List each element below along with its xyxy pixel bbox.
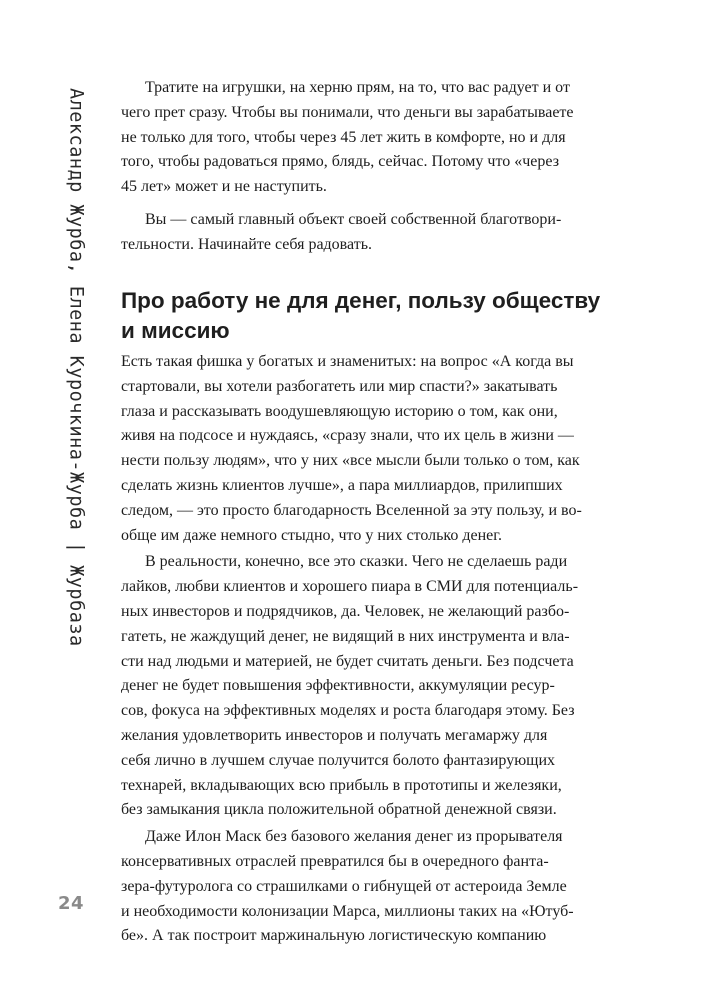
text-line: того, чтобы радоваться прямо, блядь, сейчас. Потому что «через xyxy=(121,153,560,171)
text-line: живя на подсосе и нуждаясь, «сразу знали, что их цель в жизни — xyxy=(121,427,574,445)
paragraph-4 xyxy=(121,550,601,823)
text-line: В реальности, конечно, все это сказки. Чего не сделаешь ради xyxy=(145,553,568,571)
text-line: себя лично в лучшем случае получится болото фантазирующих xyxy=(121,751,556,769)
paragraph-3 xyxy=(121,350,601,548)
text-line: не только для того, чтобы через 45 лет жить в комфорте, но и для xyxy=(121,128,566,146)
text-line: нести пользу людям», что у них «все мысли были только о том, как xyxy=(121,452,580,470)
paragraph-1 xyxy=(121,76,601,200)
text-line: сти над людьми и материей, не будет считать деньги. Без подсчета xyxy=(121,652,574,670)
running-head xyxy=(61,62,91,672)
text-line: гатеть, не жаждущий денег, не видящий в них инструмента и вла- xyxy=(121,627,570,645)
section-heading xyxy=(121,286,601,346)
main-text-block xyxy=(121,350,601,949)
text-line: желания удовлетворить инвесторов и получать мегамаржу для xyxy=(121,726,548,744)
page-number: 24 xyxy=(58,893,85,914)
text-line: зера-футуролога со страшилками о гибнущей от астероида Земле xyxy=(121,877,567,895)
text-line: тельности. Начинайте себя радовать. xyxy=(121,235,372,253)
text-line: Вы — самый главный объект своей собственной благотвори- xyxy=(145,210,562,228)
text-line: глаза и рассказывать воодушевляющую историю о том, как они, xyxy=(121,402,558,420)
running-head-text: Александр Журба, Елена Курочкина-Журба | Журбаза xyxy=(65,87,87,647)
section-heading-block xyxy=(121,286,601,346)
paragraph-5 xyxy=(121,825,601,949)
text-line: бе». А так построит маржинальную логистическую компанию xyxy=(121,927,547,945)
text-line: лайков, любви клиентов и хорошего пиара в СМИ для потенциаль- xyxy=(121,578,579,596)
text-line: следом, — это просто благодарность Вселенной за эту пользу, и во- xyxy=(121,501,582,519)
heading-line: и миссию xyxy=(121,318,230,343)
text-line: 45 лет» может и не наступить. xyxy=(121,178,327,196)
text-line: без замыкания цикла положительной обратной денежной связи. xyxy=(121,801,557,819)
paragraph-2 xyxy=(121,208,601,258)
text-line: и необходимости колонизации Марса, миллионы таких на «Ютуб- xyxy=(121,902,574,920)
text-line: сделать жизнь клиентов лучше», а пара миллиардов, прилипших xyxy=(121,476,563,494)
heading-line: Про работу не для денег, пользу обществу xyxy=(121,288,601,313)
text-line: стартовали, вы хотели разбогатеть или мир спасти?» закатывать xyxy=(121,377,558,395)
text-line: Даже Илон Маск без базового желания денег из прорывателя xyxy=(145,828,563,846)
text-line: обще им даже немного стыдно, что у них столько денег. xyxy=(121,526,503,544)
text-line: Тратите на игрушки, на херню прям, на то, что вас радует и от xyxy=(145,79,570,96)
text-line: консервативных отраслей превратился бы в очередного фанта- xyxy=(121,852,549,870)
text-line: Есть такая фишка у богатых и знаменитых: на вопрос «А когда вы xyxy=(121,353,574,370)
top-text-block xyxy=(121,76,601,258)
text-line: сов, фокуса на эффективных моделях и роста благодаря этому. Без xyxy=(121,702,575,720)
text-line: технарей, вкладывающих всю прибыль в прототипы и железяки, xyxy=(121,776,562,794)
text-line: денег не будет повышения эффективности, аккумуляции ресур- xyxy=(121,677,555,695)
text-line: ных инвесторов и подрядчиков, да. Человек, не желающий разбо- xyxy=(121,602,570,620)
text-line: чего прет сразу. Чтобы вы понимали, что деньги вы зарабатываете xyxy=(121,103,574,121)
